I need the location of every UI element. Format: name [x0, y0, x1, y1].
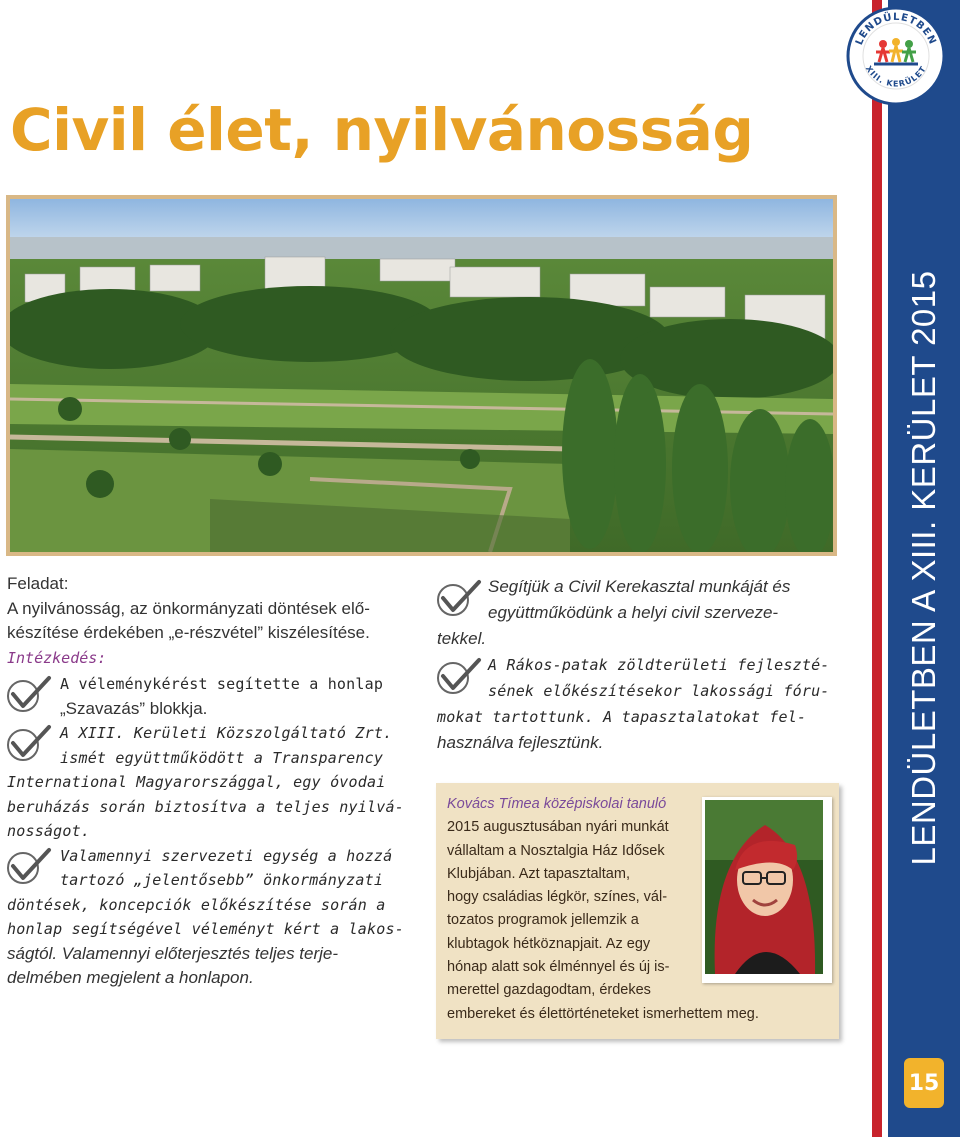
testimonial-line-2: vállaltam a Nosztalgia Ház Idősek [447, 842, 665, 859]
side-band-red [872, 0, 882, 1137]
measure-3-line-5: ságtól. Valamennyi előterjesztés teljes terje- [7, 943, 339, 963]
logo-text-top: LENDÜLETBEN [853, 11, 939, 47]
right-2-line-1: A Rákos-patak zöldterületi fejleszté- [488, 656, 830, 674]
district-logo [846, 6, 946, 106]
testimonial-line-4: hogy családias légkör, színes, vál- [447, 889, 668, 906]
logo-text-bottom: XIII. KERÜLET [863, 64, 929, 89]
testimonial-line-7: hónap alatt sok élménnyel és új is- [447, 959, 670, 976]
measure-1-line-2: „Szavazás” blokkja. [60, 698, 208, 718]
right-2-line-3: mokat tartottunk. A tapasztalatokat fel- [437, 708, 807, 726]
right-1-line-1: Segítjük a Civil Kerekasztal munkáját és [488, 577, 791, 596]
student-name: Kovács Tímea középiskolai tanuló [447, 796, 667, 812]
aerial-photo-frame [6, 195, 837, 556]
side-band-title: LENDÜLETBEN A XIII. KERÜLET 2015 [905, 270, 942, 866]
left-column [7, 572, 417, 991]
page-number-badge: 15 [904, 1058, 944, 1108]
right-2-line-2: sének előkészítésekor lakossági fóru- [488, 682, 830, 700]
check-icon [435, 656, 483, 696]
task-line-1: A nyilvánosság, az önkormányzati döntések elő- [7, 598, 370, 618]
measures-label: Intézkedés: [7, 648, 107, 667]
measure-3-line-3: döntések, koncepciók előkészítése során a [7, 895, 386, 914]
measure-3-line-4: honlap segítségével véleményt kért a lakos- [7, 920, 404, 938]
right-item-2 [437, 652, 847, 756]
measure-2-line-1: A XIII. Kerületi Közszolgáltató Zrt. [60, 724, 393, 742]
measure-2-line-2: ismét együttműködött a Transparency [60, 748, 384, 767]
testimonial-text [447, 793, 827, 1026]
check-icon [5, 723, 53, 763]
testimonial-line-3: Klubjában. Azt tapasztaltam, [447, 865, 630, 882]
check-icon [5, 846, 53, 886]
right-1-line-3: tekkel. [437, 629, 487, 648]
measure-item-2 [7, 721, 417, 844]
testimonial-line-6: klubtagok hétköznapjait. Az egy [447, 935, 651, 952]
right-item-1 [437, 574, 847, 652]
check-icon [435, 578, 483, 618]
check-icon [5, 674, 53, 714]
testimonial-line-8: merettel gazdagodtam, érdekes [447, 982, 651, 999]
measure-2-line-4: beruházás során biztosítva a teljes nyilvá- [7, 797, 404, 816]
task-line-2: készítése érdekében „e-részvétel” kiszélesítése. [7, 623, 370, 642]
measure-3-line-2: tartozó „jelentősebb” önkormányzati [60, 871, 384, 889]
right-2-line-4: használva fejlesztünk. [437, 733, 604, 752]
aerial-park-photo [10, 199, 833, 552]
measure-item-3 [7, 844, 417, 991]
right-1-line-2: együttműködünk a helyi civil szerveze- [488, 603, 779, 622]
right-column [437, 574, 847, 756]
measure-2-line-5: nosságot. [7, 822, 91, 840]
measure-3-line-1: Valamennyi szervezeti egység a hozzá [60, 846, 393, 865]
measure-3-line-6: delmében megjelent a honlapon. [7, 968, 254, 987]
page-title: Civil élet, nyilvánosság [10, 96, 754, 164]
testimonial-line-9: embereket és élettörténeteket ismerhettem meg. [447, 1005, 759, 1022]
testimonial-line-1: 2015 augusztusában nyári munkát [447, 819, 669, 836]
measure-item-1 [7, 672, 417, 721]
testimonial-line-5: tozatos programok jellemzik a [447, 912, 639, 929]
measure-2-line-3: International Magyarországgal, egy óvodai [7, 773, 386, 791]
task-label: Feladat: [7, 574, 69, 593]
measure-1-line-1: A véleménykérést segítette a honlap [60, 675, 384, 693]
